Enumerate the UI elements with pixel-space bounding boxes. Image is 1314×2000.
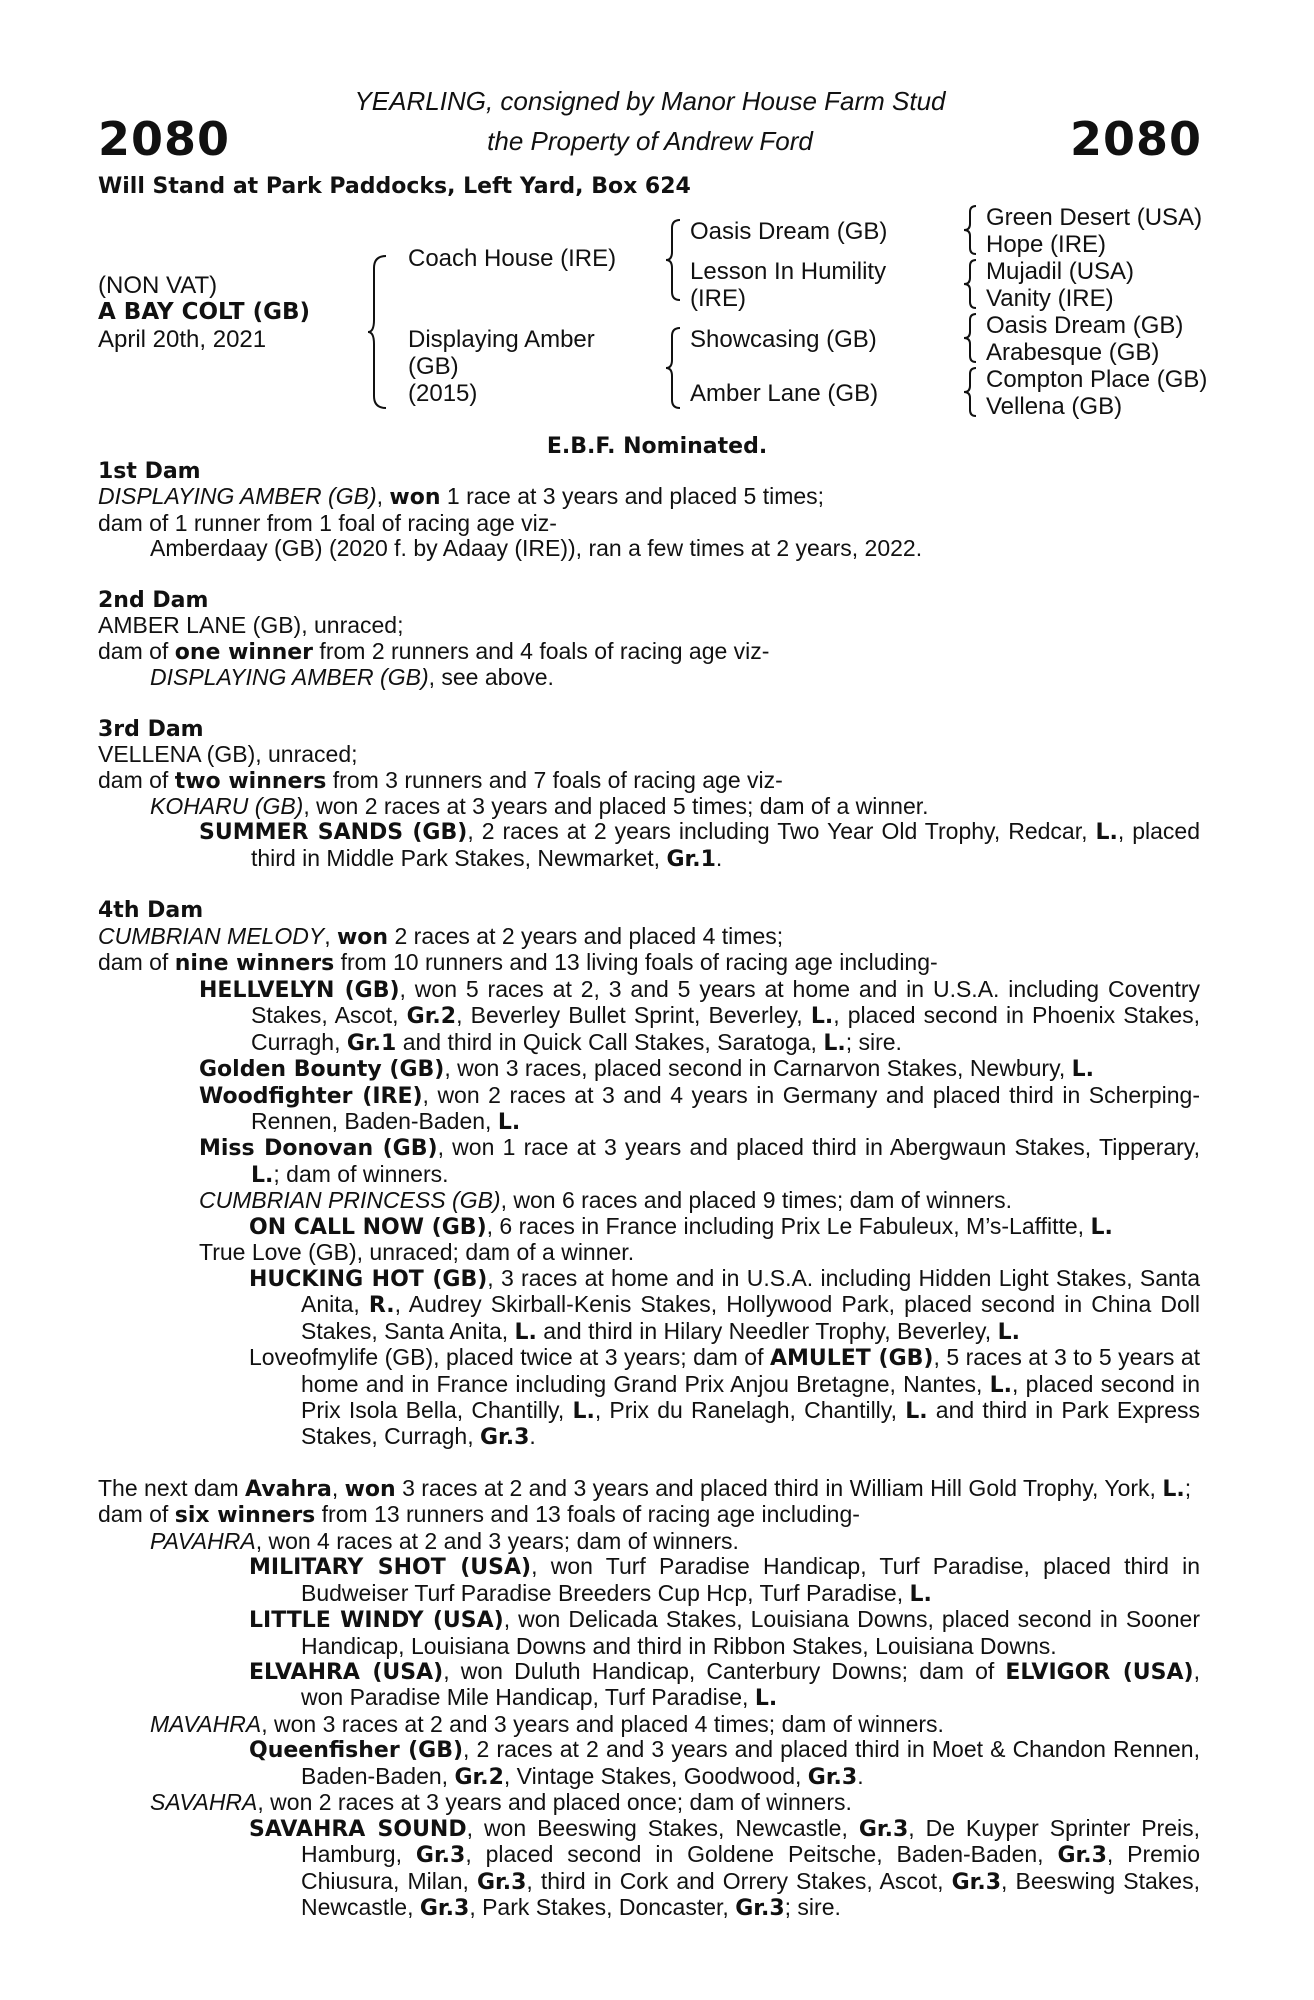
pedigree-brace-main: [366, 254, 390, 410]
third-dam-foal-summer-sands: SUMMER SANDS (GB), 2 races at 2 years including Two Year Old Trophy, Redcar, L., placed third in Middle Park Stakes, Newmarket, Gr.1.: [199, 818, 1201, 872]
sire-name: Coach House (IRE): [408, 245, 617, 272]
fourth-dam-summary: CUMBRIAN MELODY, won 2 races at 2 years and placed 4 times;: [98, 922, 784, 950]
next-dam-foal-mavahra: MAVAHRA, won 3 races at 2 and 3 years and placed 4 times; dam of winners.: [150, 1710, 944, 1737]
fourth-dam-foal-golden-bounty: Golden Bounty (GB), won 3 races, placed second in Carnarvon Stakes, Newbury, L.: [199, 1055, 1095, 1083]
consignor-line: YEARLING, consigned by Manor House Farm Stud: [354, 86, 946, 116]
fourth-dam-foal-true-love: True Love (GB), unraced; dam of a winner.: [199, 1239, 635, 1266]
second-dam-produce: dam of one winner from 2 runners and 4 foals of racing age viz-: [98, 637, 770, 665]
second-dam-heading: 2nd Dam: [98, 587, 209, 613]
g3-arabesque: Arabesque (GB): [986, 339, 1160, 366]
fourth-dam-grandfoal-loveofmylife: Loveofmylife (GB), placed twice at 3 years; dam of AMULET (GB), 5 races at 3 to 5 years at home and in France including Grand Prix Anjou Bretagne, Nantes, L., placed second in Prix Isola Bella, Chantilly, L., Prix du Ranelagh, Chantilly, L. and third in Park Express Stakes, Curragh, Gr.3.: [249, 1344, 1201, 1451]
dam-name-line2: (GB): [408, 353, 459, 380]
next-dam-grandfoal-savahra-sound: SAVAHRA SOUND, won Beeswing Stakes, Newcastle, Gr.3, De Kuyper Sprinter Preis, Hamburg, Gr.3, placed second in Goldene Peitsche, Baden-Baden, Gr.3, Premio Chiusura, Milan, Gr.3, third in Cork and Orrery Stakes, Ascot, Gr.3, Beeswing Stakes, Newcastle, Gr.3, Park Stakes, Doncaster, Gr.3; sire.: [249, 1814, 1201, 1922]
g3-vellena: Vellena (GB): [986, 393, 1123, 420]
third-dam-foal-koharu: KOHARU (GB), won 2 races at 3 years and placed 5 times; dam of a winner.: [150, 792, 929, 819]
first-dam-summary: DISPLAYING AMBER (GB), won 1 race at 3 years and placed 5 times;: [98, 483, 825, 511]
fourth-dam-foal-cumbrian-princess: CUMBRIAN PRINCESS (GB), won 6 races and placed 9 times; dam of winners.: [199, 1187, 1012, 1214]
sire-sire-name: Oasis Dream (GB): [690, 218, 888, 245]
property-line: the Property of Andrew Ford: [487, 126, 813, 156]
next-dam-grandfoal-military-shot: MILITARY SHOT (USA), won Turf Paradise Handicap, Turf Paradise, placed third in Budweiser Turf Paradise Breeders Cup Hcp, Turf Paradise, L.: [249, 1553, 1201, 1607]
next-dam-produce: dam of six winners from 13 runners and 13 foals of racing age including-: [98, 1501, 860, 1529]
pedigree-brace-dam: [664, 326, 684, 410]
next-dam-foal-pavahra: PAVAHRA, won 4 races at 2 and 3 years; dam of winners.: [150, 1527, 739, 1554]
fourth-dam-foal-miss-donovan: Miss Donovan (GB), won 1 race at 3 years and placed third in Abergwaun Stakes, Tipperary, L.; dam of winners.: [199, 1134, 1200, 1188]
horse-name: A BAY COLT (GB): [98, 299, 311, 325]
first-dam-heading: 1st Dam: [98, 459, 201, 484]
stand-location: Will Stand at Park Paddocks, Left Yard, Box 624: [98, 174, 691, 199]
first-dam-produce: dam of 1 runner from 1 foal of racing age viz-: [98, 509, 557, 536]
foaling-date: April 20th, 2021: [98, 326, 267, 353]
lot-number-left: 2080: [98, 112, 231, 166]
g3-hope: Hope (IRE): [986, 231, 1107, 258]
catalogue-body: [98, 458, 1200, 1922]
pedigree-brace-g3a: [962, 204, 980, 256]
dam-name-line1: Displaying Amber: [408, 326, 595, 353]
g3-vanity: Vanity (IRE): [986, 285, 1114, 312]
lot-number-right: 2080: [1069, 112, 1202, 166]
pedigree-brace-sire: [664, 218, 684, 302]
third-dam-produce: dam of two winners from 3 runners and 7 foals of racing age viz-: [98, 766, 783, 794]
next-dam-grandfoal-little-windy: LITTLE WINDY (USA), won Delicada Stakes, Louisiana Downs, placed second in Sooner Handicap, Louisiana Downs and third in Ribbon Stakes, Louisiana Downs.: [249, 1606, 1200, 1659]
fourth-dam-grandfoal-on-call-now: ON CALL NOW (GB), 6 races in France including Prix Le Fabuleux, M’s-Laffitte, L.: [249, 1212, 1113, 1240]
g3-compton-place: Compton Place (GB): [986, 366, 1208, 393]
fourth-dam-heading: 4th Dam: [98, 898, 204, 924]
fourth-dam-grandfoal-hucking-hot: HUCKING HOT (GB), 3 races at home and in U.S.A. including Hidden Light Stakes, Santa Anita, R., Audrey Skirball-Kenis Stakes, Hollywood Park, placed second in China Doll Stakes, Santa Anita, L. and third in Hilary Needler Trophy, Beverley, L.: [249, 1264, 1200, 1345]
third-dam-summary: VELLENA (GB), unraced;: [98, 741, 358, 768]
next-dam-grandfoal-queenfisher: Queenfisher (GB), 2 races at 2 and 3 years and placed third in Moet & Chandon Rennen, Baden-Baden, Gr.2, Vintage Stakes, Goodwood, Gr.3.: [249, 1736, 1200, 1790]
g3-mujadil: Mujadil (USA): [986, 258, 1135, 285]
pedigree-brace-g3d: [962, 366, 980, 418]
sire-dam-name-line2: (IRE): [690, 285, 746, 312]
second-dam-summary: AMBER LANE (GB), unraced;: [98, 612, 404, 639]
next-dam-grandfoal-elvahra: ELVAHRA (USA), won Duluth Handicap, Canterbury Downs; dam of ELVIGOR (USA), won Paradise Mile Handicap, Turf Paradise, L.: [249, 1658, 1200, 1712]
vat-status: (NON VAT): [98, 272, 218, 299]
second-dam-foal: DISPLAYING AMBER (GB), see above.: [150, 664, 554, 691]
g3-oasis-dream: Oasis Dream (GB): [986, 312, 1184, 339]
sire-dam-name-line1: Lesson In Humility: [690, 258, 887, 285]
dam-foaling-year: (2015): [408, 380, 478, 407]
pedigree-brace-g3b: [962, 258, 980, 310]
g3-green-desert: Green Desert (USA): [986, 204, 1203, 231]
fourth-dam-foal-hellvelyn: HELLVELYN (GB), won 5 races at 2, 3 and 5 years at home and in U.S.A. including Coventry Stakes, Ascot, Gr.2, Beverley Bullet Sprint, Beverley, L., placed second in Phoenix Stakes, Curragh, Gr.1 and third in Quick Call Stakes, Saratoga, L.; sire.: [199, 975, 1200, 1056]
first-dam-foal: Amberdaay (GB) (2020 f. by Adaay (IRE)), ran a few times at 2 years, 2022.: [150, 535, 923, 562]
ebf-nominated: E.B.F. Nominated.: [546, 434, 768, 459]
next-dam-summary: The next dam Avahra, won 3 races at 2 and 3 years and placed third in William Hill Gold Trophy, York, L.;: [98, 1474, 1192, 1502]
fourth-dam-produce: dam of nine winners from 10 runners and 13 living foals of racing age including-: [98, 949, 938, 977]
pedigree-brace-g3c: [962, 312, 980, 364]
fourth-dam-foal-woodfighter: Woodfighter (IRE), won 2 races at 3 and 4 years in Germany and placed third in Scherping-Rennen, Baden-Baden, L.: [199, 1081, 1200, 1135]
dam-dam-name: Amber Lane (GB): [690, 380, 879, 407]
next-dam-foal-savahra: SAVAHRA, won 2 races at 3 years and placed once; dam of winners.: [150, 1789, 852, 1816]
third-dam-heading: 3rd Dam: [98, 716, 204, 742]
dam-sire-name: Showcasing (GB): [690, 326, 877, 353]
